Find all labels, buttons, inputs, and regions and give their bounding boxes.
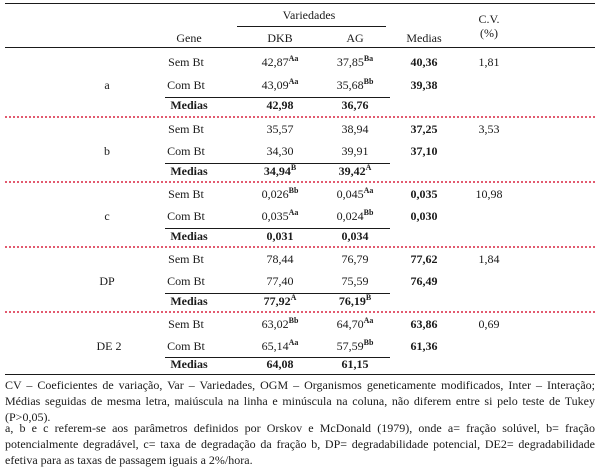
- cell-ag: 39,91: [341, 144, 369, 158]
- cell-ag: $0,045^{Aa}$: [336, 186, 374, 201]
- row-gene: Sem Bt: [168, 317, 204, 331]
- cell-dkb: 34,30: [266, 144, 294, 158]
- cell-dkb-media: $77,92^A$: [263, 293, 297, 308]
- table-bottom-rule: [5, 374, 595, 375]
- row-gene: Com Bt: [167, 274, 205, 288]
- row-gene: Sem Bt: [168, 187, 204, 201]
- row-gene-medias: Medias: [170, 357, 208, 371]
- cell-ag-media: $76,19^B$: [338, 293, 372, 308]
- header-ag: AG: [346, 31, 364, 45]
- header-dkb: DKB: [267, 31, 293, 45]
- row-gene: Com Bt: [167, 339, 205, 353]
- table-top-rule: [5, 3, 595, 4]
- cell-dkb-media: $34,94^B$: [263, 163, 297, 178]
- cell-dkb-media: 42,98: [266, 98, 294, 112]
- group-label: a: [104, 78, 110, 92]
- header-gene: Gene: [176, 31, 202, 45]
- cell-dkb: 78,44: [266, 252, 294, 266]
- cell-dkb: $43,09^{Aa}$: [261, 77, 299, 92]
- variedades-underline: [237, 26, 386, 27]
- group-separator: [5, 311, 595, 313]
- cell-media: 61,36: [410, 339, 438, 353]
- cell-media: 77,62: [410, 252, 438, 266]
- cell-media: 0,030: [410, 209, 438, 223]
- footnote-parameters: a, b e c referem-se aos parâmetros definidos por Orskov e McDonald (1979), onde a= fração solúvel, b= fração potencialmente degradável, c= taxa de degradação da fração b, DP= degradabilidade potencial, DE2= degradabilidade efetiva para as taxas de passagem iguais a 2%/hora.: [5, 421, 595, 467]
- group-label: DE 2: [96, 339, 122, 353]
- cell-ag: $64,70^{Aa}$: [336, 316, 374, 331]
- group-cv: 1,84: [478, 252, 500, 266]
- cell-media: 39,38: [410, 78, 438, 92]
- cell-ag: 76,79: [341, 252, 369, 266]
- cell-media: 76,49: [410, 274, 438, 288]
- header-cv-unit: (%): [480, 26, 498, 40]
- group-cv: 10,98: [475, 187, 503, 201]
- footnote-legend: CV – Coeficientes de variação, Var – Variedades, OGM – Organismos geneticamente modificados, Inter – Interação; Médias seguidas de mesma letra, maiúscula na linha e minúscula na coluna, não diferem entre si pelo teste de Tukey (P>0,05).: [5, 378, 595, 424]
- cell-ag: $0,024^{Bb}$: [336, 208, 374, 223]
- cell-media: 37,10: [410, 144, 438, 158]
- cell-dkb: $0,026^{Bb}$: [261, 186, 299, 201]
- cell-ag: $57,59^{Bb}$: [336, 338, 374, 353]
- group-label: c: [104, 209, 110, 223]
- cell-dkb: $63,02^{Bb}$: [261, 316, 299, 331]
- cell-media: 40,36: [410, 55, 438, 69]
- group-separator: [5, 246, 595, 248]
- cell-ag-media: 61,15: [341, 357, 369, 371]
- cell-dkb-media: 64,08: [266, 357, 294, 371]
- header-medias: Medias: [406, 31, 442, 45]
- cell-media: 63,86: [410, 317, 438, 331]
- cell-ag-media: 36,76: [341, 98, 369, 112]
- row-gene: Com Bt: [167, 78, 205, 92]
- cell-dkb: $65,14^{Aa}$: [261, 338, 299, 353]
- row-gene-medias: Medias: [170, 294, 208, 308]
- row-gene-medias: Medias: [170, 229, 208, 243]
- row-gene: Sem Bt: [168, 122, 204, 136]
- group-separator: [5, 116, 595, 118]
- group-cv: 0,69: [478, 317, 500, 331]
- row-gene-medias: Medias: [170, 164, 208, 178]
- row-gene: Sem Bt: [168, 252, 204, 266]
- header-bottom-rule: [5, 47, 595, 48]
- cell-dkb: 35,57: [266, 122, 294, 136]
- group-cv: 1,81: [478, 55, 500, 69]
- cell-dkb-media: 0,031: [266, 229, 294, 243]
- cell-ag: $37,85^{Ba}$: [336, 54, 374, 69]
- row-gene: Sem Bt: [168, 55, 204, 69]
- group-label: b: [104, 144, 110, 158]
- cell-dkb: $0,035^{Aa}$: [261, 208, 299, 223]
- group-label: DP: [99, 274, 115, 288]
- group-separator: [5, 181, 595, 183]
- group-cv: 3,53: [478, 122, 500, 136]
- header-cv: C.V.: [478, 12, 500, 26]
- cell-media: 37,25: [410, 122, 438, 136]
- row-gene-medias: Medias: [170, 98, 208, 112]
- cell-ag: $35,68^{Bb}$: [336, 77, 374, 92]
- cell-ag-media: 0,034: [341, 229, 369, 243]
- cell-dkb: $42,87^{Aa}$: [261, 54, 299, 69]
- row-gene: Com Bt: [167, 144, 205, 158]
- cell-ag: 75,59: [341, 274, 369, 288]
- row-gene: Com Bt: [167, 209, 205, 223]
- header-variedades: Variedades: [282, 8, 336, 22]
- cell-ag: 38,94: [341, 122, 369, 136]
- cell-dkb: 77,40: [266, 274, 294, 288]
- cell-ag-media: $39,42^A$: [338, 163, 372, 178]
- cell-media: 0,035: [410, 187, 438, 201]
